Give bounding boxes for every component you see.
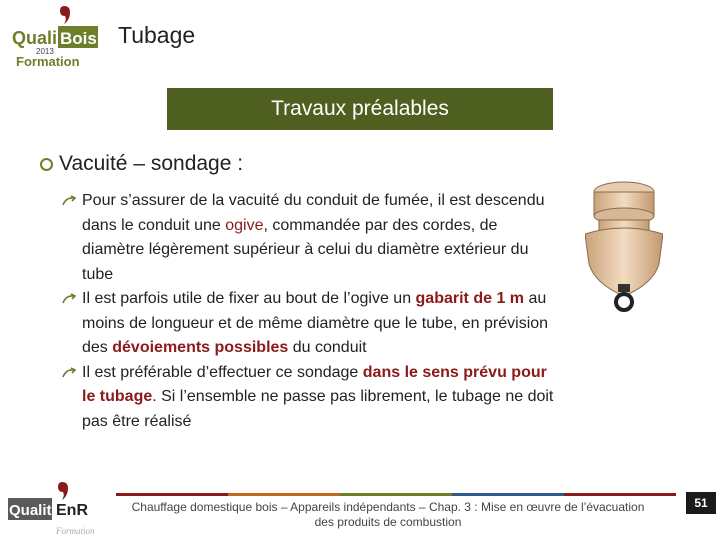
footer-color-segment xyxy=(452,493,564,496)
highlighted-term: ogive xyxy=(225,216,264,234)
bullet-text: au moins de longueur et de même diamètre que le tube, en prévision des xyxy=(82,290,549,356)
highlighted-term: dans le sens prévu pour le tubage xyxy=(82,363,547,405)
section-banner xyxy=(167,88,553,130)
footer-color-segment xyxy=(228,493,340,496)
svg-text:2013: 2013 xyxy=(36,47,54,56)
svg-text:Formation: Formation xyxy=(56,526,95,536)
banner-label: Travaux préalables xyxy=(271,97,449,120)
bullet-text: Pour s’assurer de la vacuité du conduit de fumée, il est descendu dans le conduit une xyxy=(82,192,545,234)
bullet-text: Il est parfois utile de fixer au bout de l’ogive un xyxy=(82,290,416,307)
section-heading-text: Vacuité – sondage : xyxy=(59,152,244,175)
ogive-illustration xyxy=(585,178,663,316)
bullet-item xyxy=(62,361,562,435)
svg-text:Formation: Formation xyxy=(16,54,80,69)
svg-text:EnR: EnR xyxy=(56,502,88,519)
svg-text:Quali: Quali xyxy=(12,28,58,48)
svg-text:Qualit: Qualit xyxy=(9,502,52,519)
bullet-item xyxy=(62,189,562,287)
svg-text:Bois: Bois xyxy=(60,29,97,48)
bullet-text: . Si l’ensemble ne passe pas librement, le tubage ne doit pas être réalisé xyxy=(82,388,554,430)
highlighted-term: dévoiements possibles xyxy=(112,339,289,356)
slide-title: Tubage xyxy=(118,22,196,48)
bullet-text: Il est préférable d’effectuer ce sondage xyxy=(82,363,363,381)
arrow-bullet-icon xyxy=(62,195,76,207)
footer-caption xyxy=(116,500,660,530)
highlighted-term: gabarit de 1 m xyxy=(415,290,525,307)
bullet-text: du conduit xyxy=(288,339,367,356)
footer-color-segment xyxy=(340,493,452,496)
qualibois-logo xyxy=(6,4,102,70)
bullet-text: , commandée par des cordes, de diamètre légèrement supérieur à celui du diamètre extérieur du tube xyxy=(82,216,529,283)
section-heading xyxy=(40,152,243,176)
arrow-bullet-icon xyxy=(62,367,76,379)
bullet-list xyxy=(62,189,562,434)
bullet-item xyxy=(62,287,562,361)
ring-bullet-icon xyxy=(40,158,53,171)
footer-color-segment xyxy=(564,493,676,496)
page-number: 51 xyxy=(686,492,716,514)
footer-line-1: Chauffage domestique bois – Appareils indépendants – Chap. 3 : Mise en œuvre de l’évacuation xyxy=(131,500,645,514)
footer-color-segment xyxy=(116,493,228,496)
footer-line-2: des produits de combustion xyxy=(314,515,462,529)
footer-color-bar xyxy=(116,493,676,497)
qualitenr-logo xyxy=(6,482,102,538)
arrow-bullet-icon xyxy=(62,293,76,305)
